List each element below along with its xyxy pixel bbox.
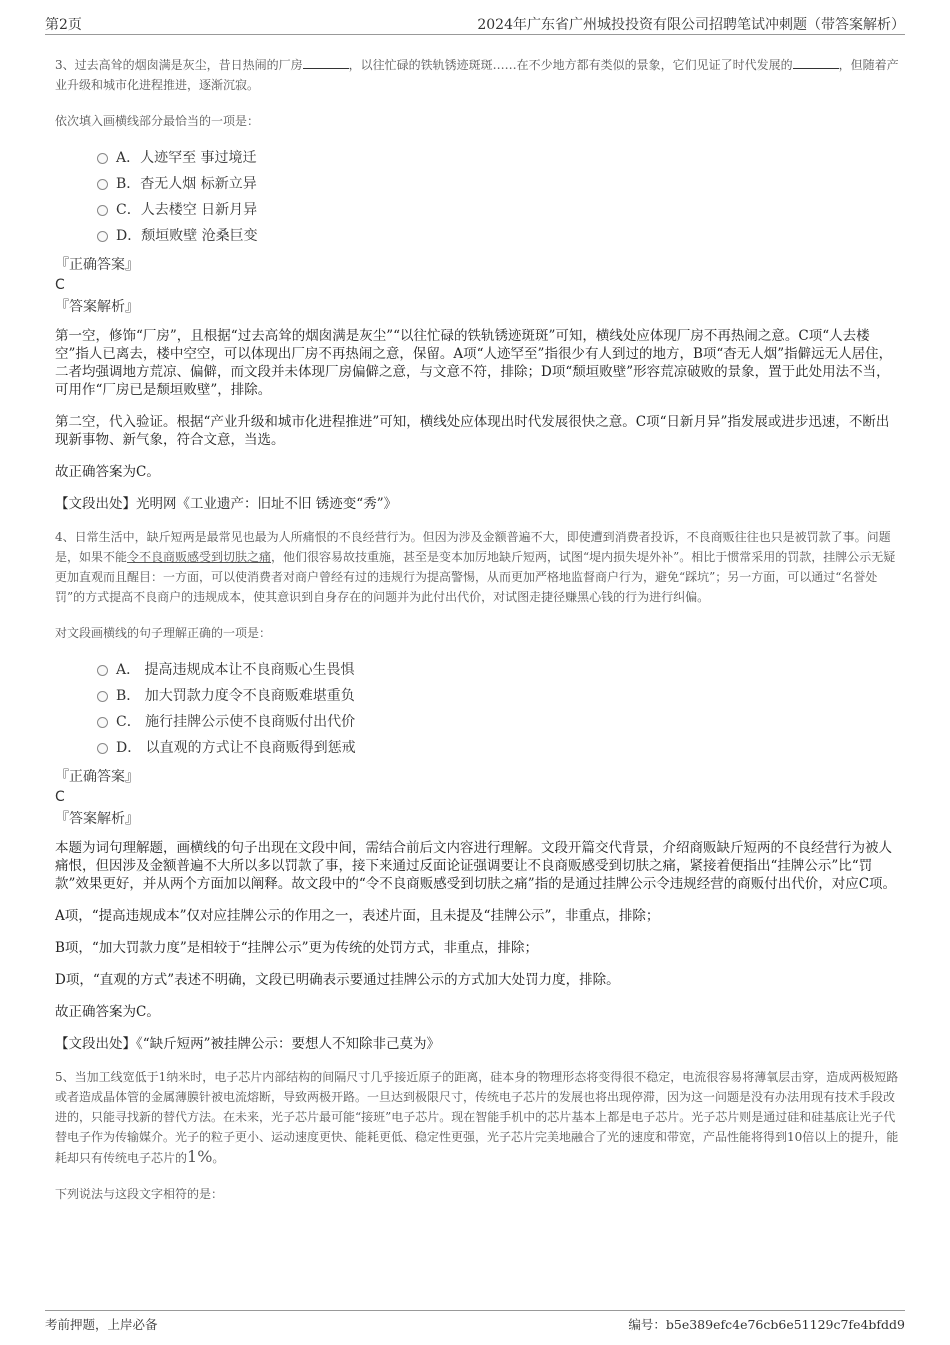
- page-footer: [45, 1310, 905, 1336]
- option-a[interactable]: A．人迹罕至 事过境迁: [97, 145, 902, 171]
- page-number: 第2页: [45, 17, 82, 33]
- option-b[interactable]: B． 加大罚款力度令不良商贩难堪重负: [97, 683, 902, 709]
- option-d[interactable]: D．颓垣败壁 沧桑巨变: [97, 223, 902, 249]
- option-a[interactable]: A． 提高违规成本让不良商贩心生畏惧: [97, 657, 902, 683]
- percent-value: 1%: [187, 1147, 213, 1166]
- radio-icon[interactable]: [97, 205, 108, 216]
- analysis-paragraph: B项，“加大罚款力度”是相较于“挂牌公示”更为传统的处罚方式，非重点，排除；: [55, 940, 539, 956]
- question-4-options: [97, 657, 902, 761]
- page-header: [45, 12, 905, 35]
- option-c[interactable]: C．人去楼空 日新月异: [97, 197, 902, 223]
- blank-1: [303, 56, 349, 69]
- question-5-prompt: 下列说法与这段文字相符的是：: [55, 1187, 224, 1201]
- analysis-paragraph: 本题为词句理解题，画横线的句子出现在文段中间，需结合前后文内容进行理解。文段开篇交代背景，介绍商贩缺斤短两的不良经营行为被人痛恨，但因涉及金额普遍不大所以多以罚款了事，接下来通过反面论证强调要让不良商贩感受到切肤之痛，紧接着便指出“挂牌公示”比“罚款”效果更好，并从两个方面加以阐释。故文段中的“令不良商贩感受到切肤之痛”指的是通过挂牌公示令违规经营的商贩付出代价，对应C项。: [55, 840, 897, 892]
- question-3: [55, 55, 902, 513]
- blank-2: [793, 56, 839, 69]
- document-title: 2024年广东省广州城投投资有限公司招聘笔试冲刺题（带答案解析）: [477, 17, 905, 33]
- analysis-conclusion: 故正确答案为C。: [55, 464, 160, 480]
- source-citation: 【文段出处】《“缺斤短两”被挂牌公示：要想人不知除非己莫为》: [55, 1036, 441, 1052]
- question-4-prompt: 对文段画横线的句子理解正确的一项是：: [55, 626, 272, 640]
- correct-answer-label: 『正确答案』: [55, 769, 139, 785]
- radio-icon[interactable]: [97, 665, 108, 676]
- document-content: [55, 55, 902, 1204]
- question-5-stem: 5、当加工线宽低于1纳米时，电子芯片内部结构的间隔尺寸几乎接近原子的距离，硅本身的物理形态将变得很不稳定，电流很容易将薄氧层击穿，造成两极短路或者造成晶体管的金属薄膜针被电流熔断，导致两极开路。一旦达到极限尺寸，传统电子芯片的发展也将出现停滞，因为这一问题是没有办法用现有技术手段改进的，只能寻找新的替代方法。在未来，光子芯片最可能“接班”电子芯片。现在智能手机中的芯片基本上都是电子芯片。光子芯片则是通过硅和硅基底让光子代替电子作为传输媒介。光子的粒子更小、运动速度更快、能耗更低、稳定性更强，光子芯片完美地融合了光的速度和带宽，产品性能将得到10倍以上的提升，能耗却只有传统电子芯片的1%。: [55, 1070, 899, 1166]
- document-id: 编号：b5e389efc4e76cb6e51129c7fe4bfdd9: [628, 1317, 905, 1332]
- footer-slogan: 考前押题，上岸必备: [45, 1317, 158, 1332]
- option-b[interactable]: B．杳无人烟 标新立异: [97, 171, 902, 197]
- question-4-stem: 4、日常生活中，缺斤短两是最常见也最为人所痛恨的不良经营行为。但因为涉及金额普遍不大，即使遭到消费者投诉，不良商贩往往也只是被罚款了事。问题是，如果不能令不良商贩感受到切肤之痛，他们很容易故技重施，甚至是变本加厉地缺斤短两，试图“堤内损失堤外补”。相比于惯常采用的罚款，挂牌公示无疑更加直观而且醒目：一方面，可以使消费者对商户曾经有过的违规行为提高警惕，从而更加严格地监督商户行为，避免“踩坑”；另一方面，可以通过“名誉处罚”的方式提高不良商户的违规成本，使其意识到自身存在的问题并为此付出代价，对试图走捷径赚黑心钱的行为进行纠偏。: [55, 530, 896, 604]
- analysis-label: 『答案解析』: [55, 811, 139, 827]
- question-4: [55, 527, 902, 1053]
- analysis-label: 『答案解析』: [55, 299, 139, 315]
- analysis-paragraph: D项，“直观的方式”表述不明确，文段已明确表示要通过挂牌公示的方式加大处罚力度，排除。: [55, 972, 620, 988]
- underlined-sentence: 令不良商贩感受到切肤之痛: [127, 550, 272, 564]
- analysis-paragraph: A项，“提高违规成本”仅对应挂牌公示的作用之一，表述片面，且未提及“挂牌公示”，非重点，排除；: [55, 908, 660, 924]
- analysis-paragraph: 第二空，代入验证。根据“产业升级和城市化进程推进”可知，横线处应体现出时代发展很快之意。C项“日新月异”指发展或进步迅速，不断出现新事物、新气象，符合文意，当选。: [55, 414, 890, 448]
- option-d[interactable]: D． 以直观的方式让不良商贩得到惩戒: [97, 735, 902, 761]
- radio-icon[interactable]: [97, 231, 108, 242]
- correct-answer: C: [55, 277, 65, 293]
- correct-answer-label: 『正确答案』: [55, 257, 139, 273]
- correct-answer: C: [55, 789, 65, 805]
- question-3-stem: 3、过去高耸的烟囱满是灰尘，昔日热闹的厂房 ，以往忙碌的铁轨锈迹斑斑……在不少地方都有类似的景象，它们见证了时代发展的 ，但随着产业升级和城市化进程推进，逐渐沉寂。: [55, 58, 899, 92]
- question-5: [55, 1067, 902, 1204]
- analysis-paragraph: 第一空，修饰“厂房”，且根据“过去高耸的烟囱满是灰尘”“以往忙碌的铁轨锈迹斑斑”可知，横线处应体现厂房不再热闹之意。C项“人去楼空”指人已离去，楼中空空，可以体现出厂房不再热闹之意，保留。A项“人迹罕至”指很少有人到过的地方，B项“杳无人烟”指僻远无人居住，二者均强调地方荒凉、偏僻，而文段并未体现厂房偏僻之意，与文意不符，排除；D项“颓垣败壁”形容荒凉破败的景象，置于此处用法不当，可用作“厂房已是颓垣败壁”，排除。: [55, 328, 893, 398]
- radio-icon[interactable]: [97, 179, 108, 190]
- radio-icon[interactable]: [97, 691, 108, 702]
- option-c[interactable]: C． 施行挂牌公示使不良商贩付出代价: [97, 709, 902, 735]
- source-citation: 【文段出处】光明网《工业遗产：旧址不旧 锈迹变“秀”》: [55, 496, 398, 512]
- question-3-options: [97, 145, 902, 249]
- question-3-prompt: 依次填入画横线部分最恰当的一项是：: [55, 114, 260, 128]
- radio-icon[interactable]: [97, 153, 108, 164]
- radio-icon[interactable]: [97, 743, 108, 754]
- analysis-conclusion: 故正确答案为C。: [55, 1004, 160, 1020]
- radio-icon[interactable]: [97, 717, 108, 728]
